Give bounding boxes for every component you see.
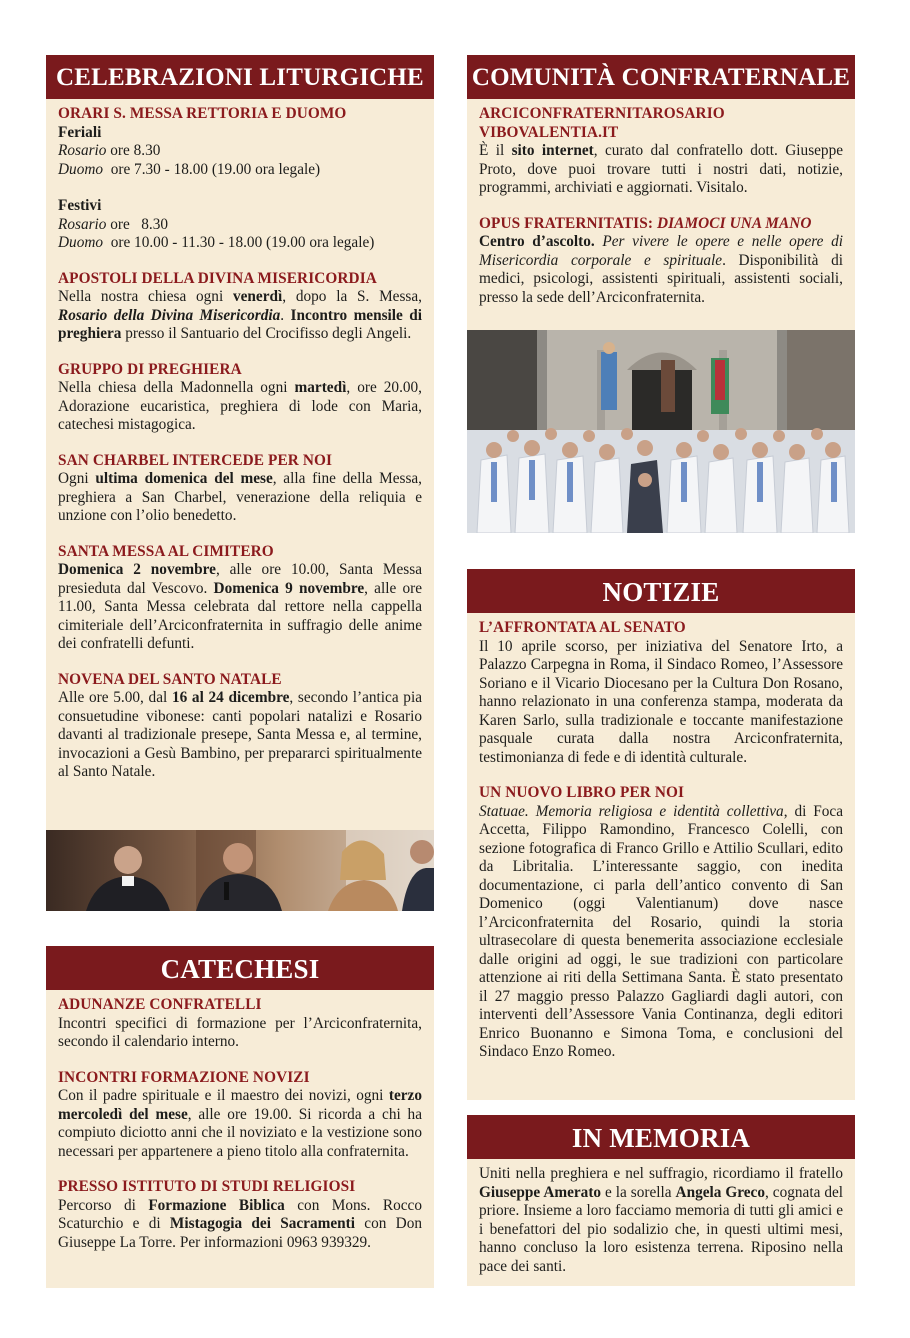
site-title: ARCICONFRATERNITAROSARIO VIBOVALENTIA.IT — [479, 105, 725, 141]
memoria-header: IN MEMORIA — [467, 1115, 855, 1159]
site-section — [479, 105, 843, 198]
senato-title: L’AFFRONTATA AL SENATO — [479, 619, 686, 636]
gruppo-section — [58, 361, 422, 435]
istituto-title: PRESSO ISTITUTO DI STUDI RELIGIOSI — [58, 1178, 356, 1195]
senato-section — [479, 619, 843, 767]
novena-section — [58, 671, 422, 782]
adunanze-title: ADUNANZE CONFRATELLI — [58, 996, 262, 1013]
catechesi-header: CATECHESI — [46, 946, 434, 990]
libro-title: UN NUOVO LIBRO PER NOI — [479, 784, 685, 801]
conference-photo-image — [46, 830, 434, 911]
festivi-rosario-label: Rosario — [58, 215, 107, 233]
apostoli-title: APOSTOLI DELLA DIVINA MISERICORDIA — [58, 269, 377, 287]
orari-title: ORARI S. MESSA RETTORIA E DUOMO — [58, 105, 347, 122]
celebrazioni-box — [46, 99, 434, 842]
libro-section — [479, 784, 843, 1062]
site-text: È il sito internet, curato dal confratello dott. Giuseppe Proto, dove puoi trovare tutti i nostri dati, notizie, programmi, archiviati e aggiornati. Visitalo. — [479, 142, 844, 196]
celebrazioni-panel — [46, 55, 434, 842]
conference-photo — [46, 830, 434, 911]
cimitero-title: SANTA MESSA AL CIMITERO — [58, 542, 274, 560]
feriali-label: Feriali — [58, 123, 102, 141]
notizie-header: NOTIZIE — [467, 569, 855, 613]
istituto-text: Percorso di Formazione Biblica con Mons. Rocco Scaturchio e di Mistagogia dei Sacramenti con Don Giuseppe La Torre. Per informazioni 0963 939329. — [58, 1196, 422, 1251]
senato-text: Il 10 aprile scorso, per iniziativa del Senatore Irto, a Palazzo Carpegna in Roma, il Sindaco Romeo, l’Assessore Soriano e il Vicario Diocesano per la Cultura Don Rosano, hanno relazionato in una conferenza stampa, moderata da Karen Sarlo, sulla tradizionale e toccante manifestazione pasquale curata dalla nostra Arciconfraternita, testimonianza di fede e di identità culturale. — [479, 637, 843, 766]
charbel-section — [58, 452, 422, 526]
festivi-rosario-time: ore 8.30 — [110, 215, 169, 233]
feriali-duomo-label: Duomo — [58, 160, 104, 178]
memoria-panel — [467, 1115, 855, 1286]
catechesi-box — [46, 990, 434, 1288]
catechesi-panel — [46, 946, 434, 1288]
novizi-section — [58, 1069, 422, 1162]
feriali-rosario-time: ore 8.30 — [110, 142, 161, 159]
feriali-rosario-label: Rosario — [58, 142, 107, 159]
celebrazioni-header: CELEBRAZIONI LITURGICHE — [46, 55, 434, 99]
opus-title: OPUS FRATERNITATIS: DIAMOCI UNA MANO — [479, 214, 812, 232]
comunita-header: COMUNITÀ CONFRATERNALE — [467, 55, 855, 99]
cimitero-text: Domenica 2 novembre, alle ore 10.00, Santa Messa presieduta dal Vescovo. Domenica 9 novembre, alle ore 11.00, Santa Messa celebrata dal rettore nella cappella cimiteriale dell’Arciconfraternita in suffragio delle anime dei confratelli defunti. — [58, 561, 422, 652]
adunanze-section — [58, 996, 422, 1052]
novena-title: NOVENA DEL SANTO NATALE — [58, 670, 282, 688]
feriali-duomo-time: ore 7.30 - 18.00 (19.00 ora legale) — [110, 160, 321, 178]
comunita-box — [467, 99, 855, 330]
cimitero-section — [58, 543, 422, 654]
adunanze-text: Incontri specifici di formazione per l’Arciconfraternita, secondo il calendario interno. — [58, 1014, 422, 1050]
memoria-box — [467, 1159, 855, 1286]
gruppo-title: GRUPPO DI PREGHIERA — [58, 360, 242, 378]
orari-section — [58, 105, 422, 253]
opus-section — [479, 215, 843, 308]
notizie-panel — [467, 569, 855, 1100]
novena-text: Alle ore 5.00, dal 16 al 24 dicembre, secondo l’antica pia consuetudine vibonese: canti popolari natalizi e Rosario davanti al tradizionale presepe, Santa Messa e, al termine, invocazioni a Gesù Bambino, per prepararci spiritualmente al Santo Natale. — [58, 689, 422, 780]
opus-text: Centro d’ascolto. Per vivere le opere e nelle opere di Misericordia corporale e spirituale. Disponibilità di medici, psicologi, assistenti spirituali, assistenti sociali, presso la sede dell’Arciconfraternita. — [479, 233, 843, 306]
notizie-box — [467, 613, 855, 1100]
comunita-panel — [467, 55, 855, 330]
istituto-section — [58, 1178, 422, 1252]
novizi-title: INCONTRI FORMAZIONE NOVIZI — [58, 1068, 310, 1086]
apostoli-section — [58, 270, 422, 344]
memoria-text: Uniti nella preghiera e nel suffragio, ricordiamo il fratello Giuseppe Amerato e la sorella Angela Greco, cognata del priore. Insieme a loro facciamo memoria di tutti gli amici e i benefattori del pio sodalizio che, in questi ultimi mesi, hanno concluso la loro esistenza terrena. Riposino nella pace dei santi. — [479, 1165, 844, 1275]
festivi-duomo-label: Duomo — [58, 234, 104, 251]
libro-text: Statuae. Memoria religiosa e identità collettiva, di Foca Accetta, Filippo Ramondino, Francesco Colelli, con sezione fotografica di Franco Grillo e Attilio Scullari, edito da Libritalia. L’interessante saggio, con inedita documentazione, ci parla dell’antico convento di San Domenico (oggi Valentianum) dove nasce l’Arciconfraternita del Rosario, quindi la storia ultrasecolare di questa benemerita associazione ecclesiale dalle origini ad oggi, le sue tradizioni con particolare attenzione ai riti della Settimana Santa. È stato presentato il 27 maggio presso Palazzo Gagliardi dagli autori, con interventi dell’Assessore Vania Continanza, degli editori Enrico Buonanno e Simona Toma, e conclusioni del Sindaco Enzo Romeo. — [479, 802, 843, 1060]
group-photo — [467, 330, 855, 533]
charbel-title: SAN CHARBEL INTERCEDE PER NOI — [58, 451, 333, 469]
festivi-duomo-time: ore 10.00 - 11.30 - 18.00 (19.00 ora legale) — [110, 234, 375, 251]
novizi-text: Con il padre spirituale e il maestro dei novizi, ogni terzo mercoledì del mese, alle ore 19.00. Si ricorda a chi ha compiuto diciotto anni che il noviziato e la vestizione sono necessari per appartenere a pieno titolo alla confraternita. — [58, 1087, 422, 1160]
apostoli-text: Nella nostra chiesa ogni venerdì, dopo la S. Messa, Rosario della Divina Misericordia. Incontro mensile di preghiera presso il Santuario del Crocifisso degli Angeli. — [58, 288, 422, 342]
festivi-label: Festivi — [58, 197, 102, 214]
charbel-text: Ogni ultima domenica del mese, alla fine della Messa, preghiera a San Charbel, venerazione della reliquia e unzione con l’olio benedetto. — [58, 470, 423, 524]
gruppo-text: Nella chiesa della Madonnella ogni martedì, ore 20.00, Adorazione eucaristica, preghiera di lode con Maria, catechesi mistagogica. — [58, 379, 423, 433]
group-photo-image — [467, 330, 855, 533]
